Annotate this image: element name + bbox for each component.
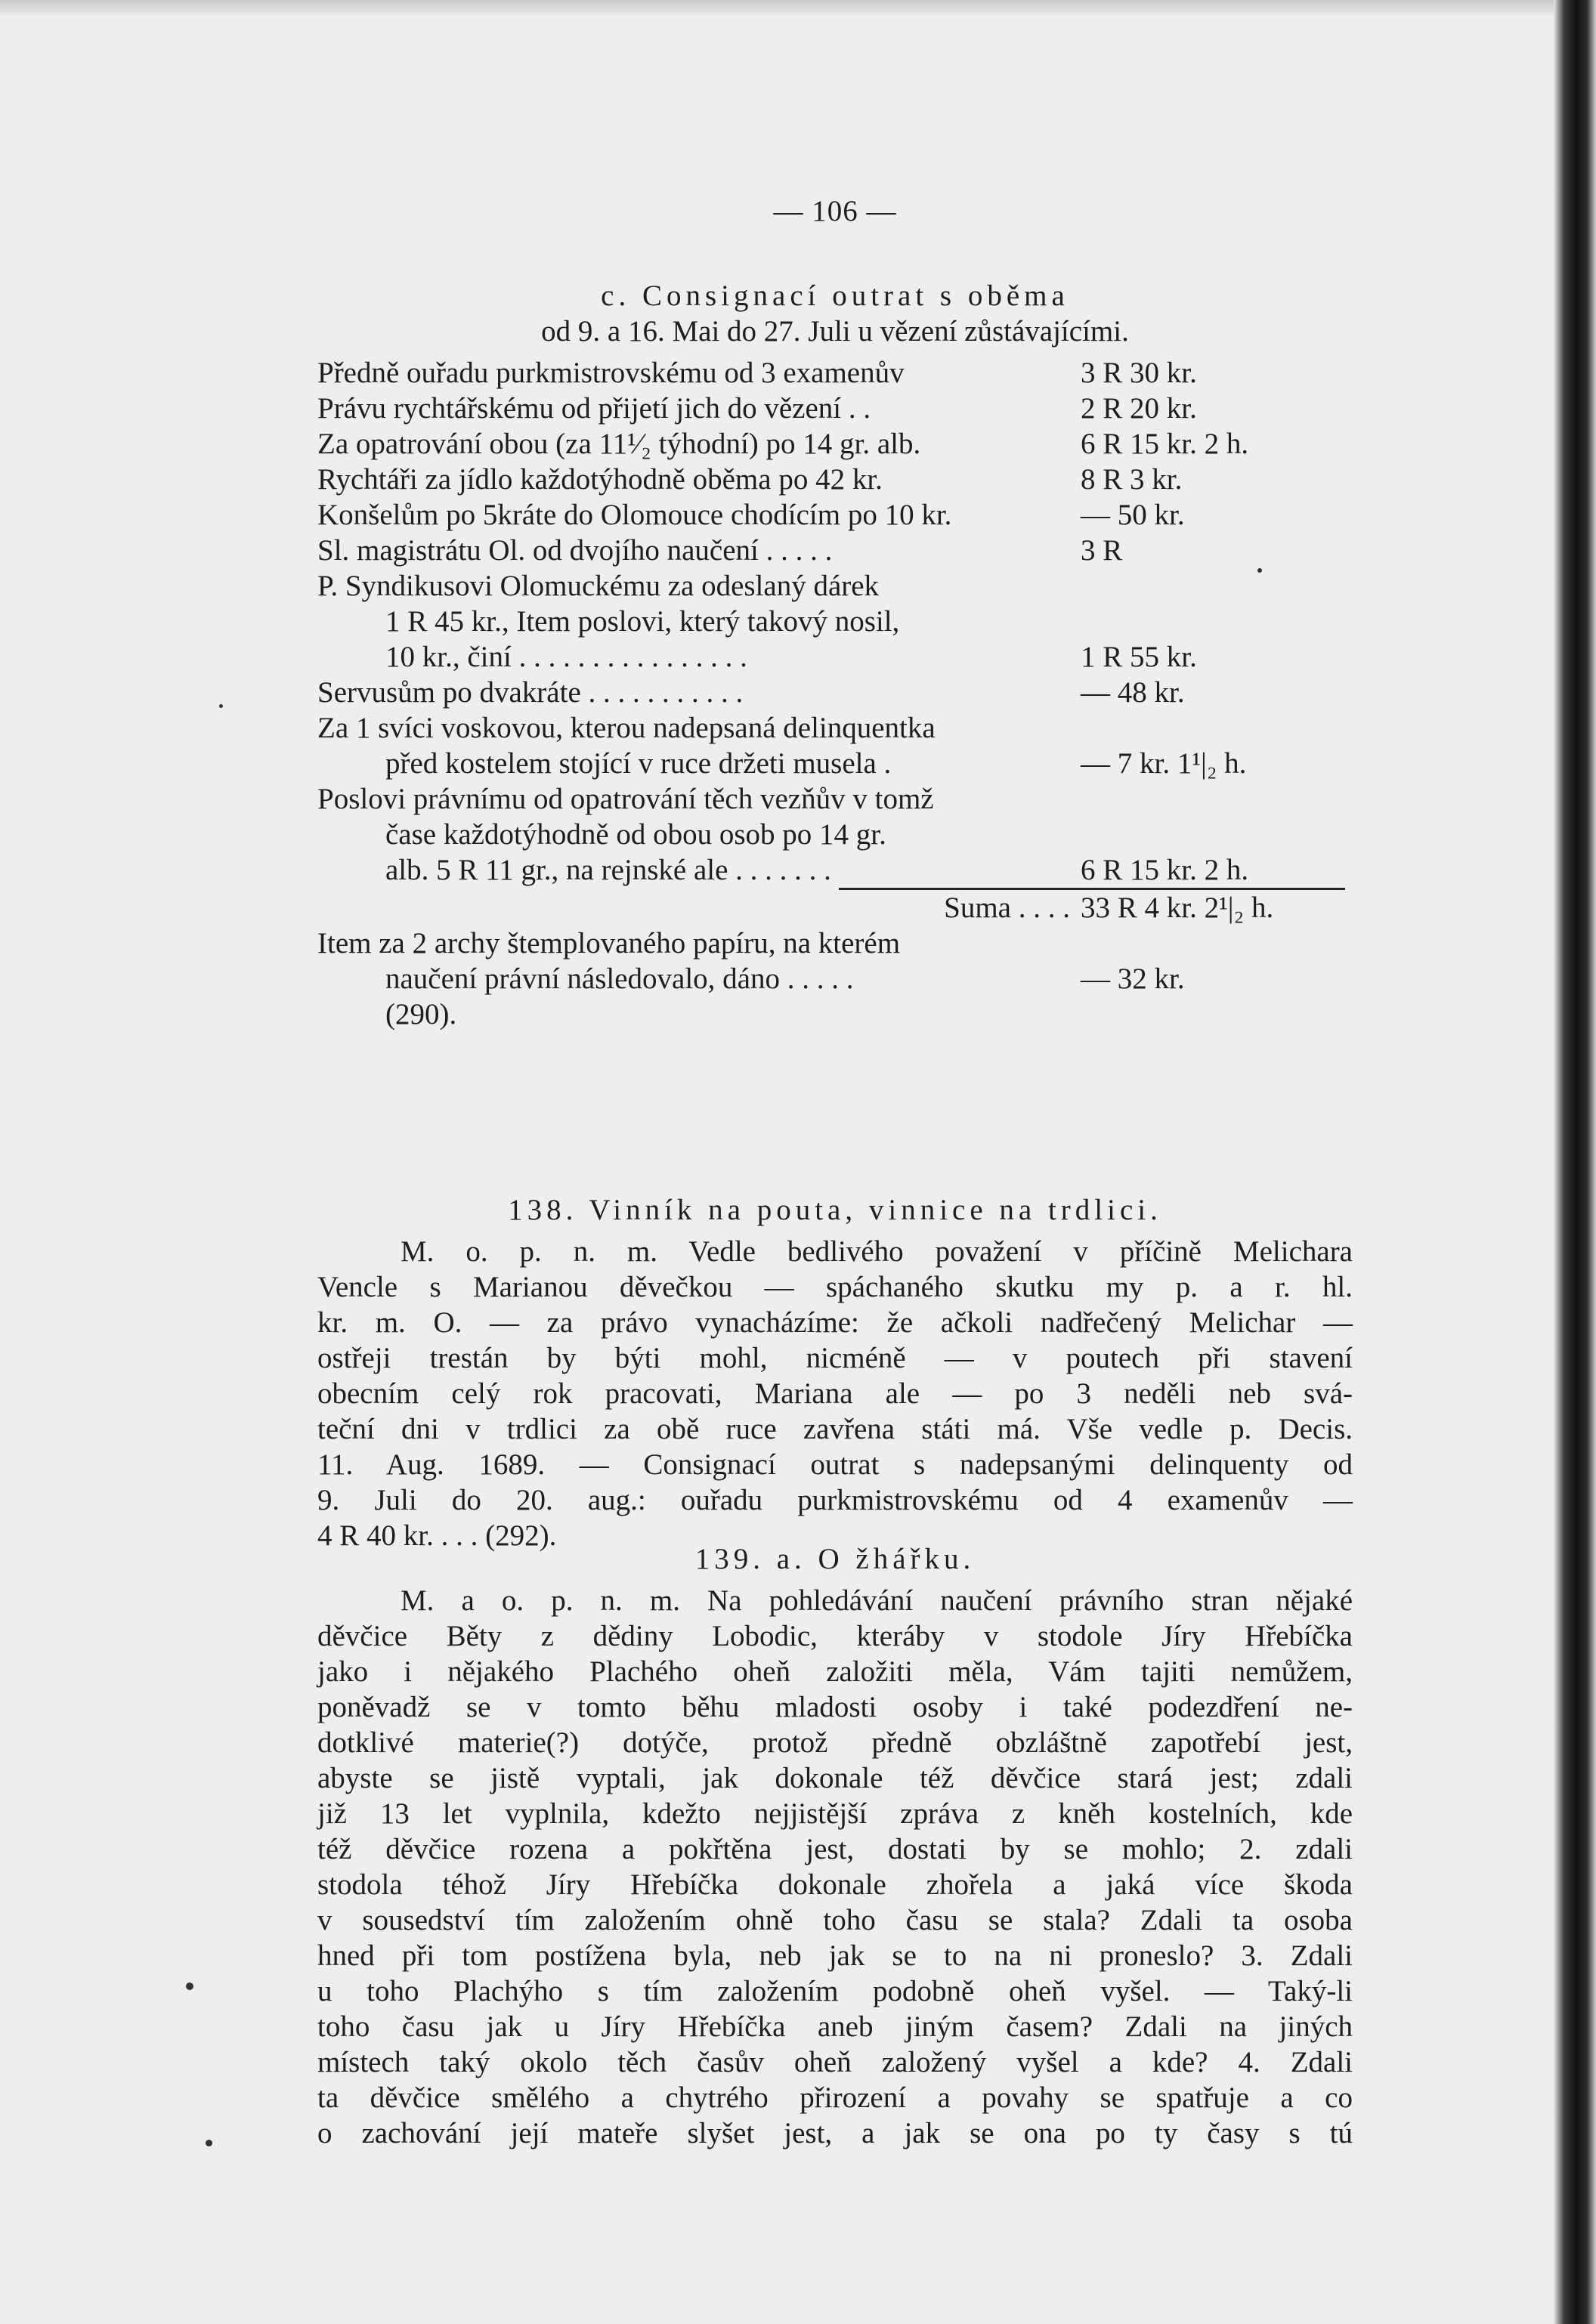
expense-row [317,817,1353,852]
item-line: naučení právní následovalo, dáno . . . . . [385,963,854,995]
expense-amount: 3 R 30 kr. [1081,357,1197,389]
expense-label: Za opatrování obou (za 11¹⁄₂ týhodní) po 14 gr. alb. [317,428,921,460]
expense-label: čase každotýhodně od obou osob po 14 gr. [385,818,886,851]
expense-label: Za 1 svíci voskovou, kterou nadepsaná delinquentka [317,712,936,744]
paragraph-line: ta děvčice smělého a chytrého přirození a povahy se spatřuje a co [317,2081,1353,2114]
expense-amount [1081,817,1353,852]
paragraph-line: M. o. p. n. m. Vedle bedlivého považení v příčině Melichara [401,1235,1353,1268]
paragraph-line: o zachování její mateře slyšet jest, a jak se ona po ty časy s tú [317,2117,1353,2149]
section-139-heading: 139. a. O žhářku. [694,1543,976,1575]
item-ref: (290). [385,998,457,1031]
expense-row [317,533,1353,568]
scan-speck [219,704,223,708]
scan-edge-bar [1554,0,1596,2324]
expense-label: 1 R 45 kr., Item poslovi, který takový nosil, [385,605,900,638]
expense-row [317,781,1353,817]
paragraph-line: M. a o. p. n. m. Na pohledávání naučení právního stran nějaké [401,1584,1353,1617]
section-139 [317,1541,1353,2151]
suma-label: Suma . . . . [944,892,1070,924]
section-138-heading: 138. Vinník na pouta, vinnice na trdlici. [508,1194,1162,1226]
paragraph-line: v sousedství tím založením ohně toho času se stala? Zdali ta osoba [317,1904,1353,1936]
item-line: Item za 2 archy štemplovaného papíru, na kterém [317,927,901,960]
suma-row [317,890,1353,926]
expense-amount [1081,781,1353,817]
paragraph-line: kr. m. O. — za právo vynacházíme: že ačkoli nadřečený Melichar — [317,1306,1353,1339]
expense-row [317,604,1353,639]
expense-label: Servusům po dvakráte . . . . . . . . . . . [317,676,744,709]
expense-amount: 2 R 20 kr. [1081,392,1197,425]
expense-label: Předně ouřadu purkmistrovskému od 3 examenův [317,357,905,389]
expense-label: Poslovi právnímu od opatrování těch vezňův v tomž [317,783,934,815]
expense-label: Sl. magistrátu Ol. od dvojího naučení . . . . . [317,534,833,567]
page-number: — 106 — [773,195,897,227]
expense-list [317,355,1353,1032]
expense-amount: 1 R 55 kr. [1081,641,1197,673]
expense-label: 10 kr., činí . . . . . . . . . . . . . . . . [385,641,747,673]
scan-top-shadow [0,0,1554,17]
expense-row [317,852,1353,888]
paragraph-line: hned při tom postížena byla, neb jak se to na ni proneslo? 3. Zdali [317,1939,1353,1972]
paragraph-line: dotklivé materie(?) dotýče, protož předně obzláštně zapotřebí jest, [317,1726,1353,1759]
item-row [317,997,1353,1032]
item-amount: — 32 kr. [1081,963,1185,995]
paragraph-line: jako i nějakého Plachého oheň založiti měla, Vám tajiti nemůžem, [317,1655,1353,1688]
item-row [317,926,1353,961]
expense-amount: 6 R 15 kr. 2 h. [1081,854,1249,886]
expense-amount: 6 R 15 kr. 2 h. [1081,428,1249,460]
paragraph-line: toho času jak u Jíry Hřebíčka aneb jiným časem? Zdali na jiných [317,2010,1353,2043]
expense-amount [1081,568,1353,604]
expense-row [317,391,1353,426]
section-c-subheading: od 9. a 16. Mai do 27. Juli u vězení zůstávajícími. [541,315,1129,348]
expense-row [317,355,1353,391]
section-c-heading: c. Consignací outrat s oběma [601,280,1069,312]
expense-amount: 8 R 3 kr. [1081,463,1183,496]
expense-label: Konšelům po 5kráte do Olomouce chodícím po 10 kr. [317,499,952,531]
suma-amount: 33 R 4 kr. 2¹|₂ h. [1081,892,1274,924]
expense-amount [1081,710,1353,746]
paragraph-line: Vencle s Marianou děvečkou — spáchaného skutku my p. a r. hl. [317,1271,1353,1303]
expense-amount: — 7 kr. 1¹|₂ h. [1081,747,1247,780]
paragraph-line: 4 R 40 kr. . . . (292). [317,1519,557,1552]
expense-amount: — 48 kr. [1081,676,1185,709]
paragraph-line: 11. Aug. 1689. — Consignací outrat s nadepsanými delinquenty od [317,1448,1353,1481]
expense-amount: 3 R [1081,534,1123,567]
expense-row [317,746,1353,781]
expense-label: P. Syndikusovi Olomuckému za odeslaný dárek [317,570,880,602]
paragraph-line: u toho Plachýho s tím založením podobně oheň vyšel. — Taký-li [317,1975,1353,2007]
expense-label: Rychtáři za jídlo každotýhodně oběma po 42 kr. [317,463,883,496]
paragraph-line: již 13 let vyplnila, kdežto nejjistější zpráva z kněh kostelních, kde [317,1797,1353,1830]
expense-row [317,497,1353,533]
item-row [317,961,1353,997]
expense-row [317,568,1353,604]
paragraph-line: stodola téhož Jíry Hřebíčka dokonale zhořela a jaká více škoda [317,1868,1353,1901]
paragraph-line: ostřeji trestán by býti mohl, nicméně — v poutech při stavení [317,1342,1353,1374]
expense-label: alb. 5 R 11 gr., na rejnské ale . . . . . . . [385,854,831,886]
expense-row [317,639,1353,675]
expense-row [317,675,1353,710]
scan-speck [186,1983,193,1990]
paragraph-line: obecním celý rok pracovati, Mariana ale — po 3 neděli neb svá- [317,1377,1353,1410]
paragraph-line: teční dni v trdlici za obě ruce zavřena státi má. Vše vedle p. Decis. [317,1413,1353,1445]
paragraph-line: abyste se jistě vyptali, jak dokonale též děvčice stará jest; zdali [317,1762,1353,1794]
scan-speck [206,2140,212,2146]
expense-row [317,710,1353,746]
expense-amount: — 50 kr. [1081,499,1185,531]
paragraph-line: 9. Juli do 20. aug.: ouřadu purkmistrovskému od 4 examenův — [317,1484,1353,1516]
paragraph-line: děvčice Běty z dědiny Lobodic, kteráby v stodole Jíry Hřebíčka [317,1620,1353,1652]
section-138 [317,1192,1353,1553]
paragraph-line: též děvčice rozena a pokřtěna jest, dostati by se mohlo; 2. zdali [317,1833,1353,1865]
expense-label: před kostelem stojící v ruce držeti musela . [385,747,892,780]
expense-row [317,462,1353,497]
expense-amount [1081,604,1353,639]
section-c [317,278,1353,349]
paragraph-line: poněvadž se v tomto běhu mladosti osoby i také podezdření ne- [317,1691,1353,1723]
expense-row [317,426,1353,462]
expense-label: Právu rychtářskému od přijetí jich do vězení . . [317,392,871,425]
paragraph-line: místech taký okolo těch časův oheň založený vyšel a kde? 4. Zdali [317,2046,1353,2078]
